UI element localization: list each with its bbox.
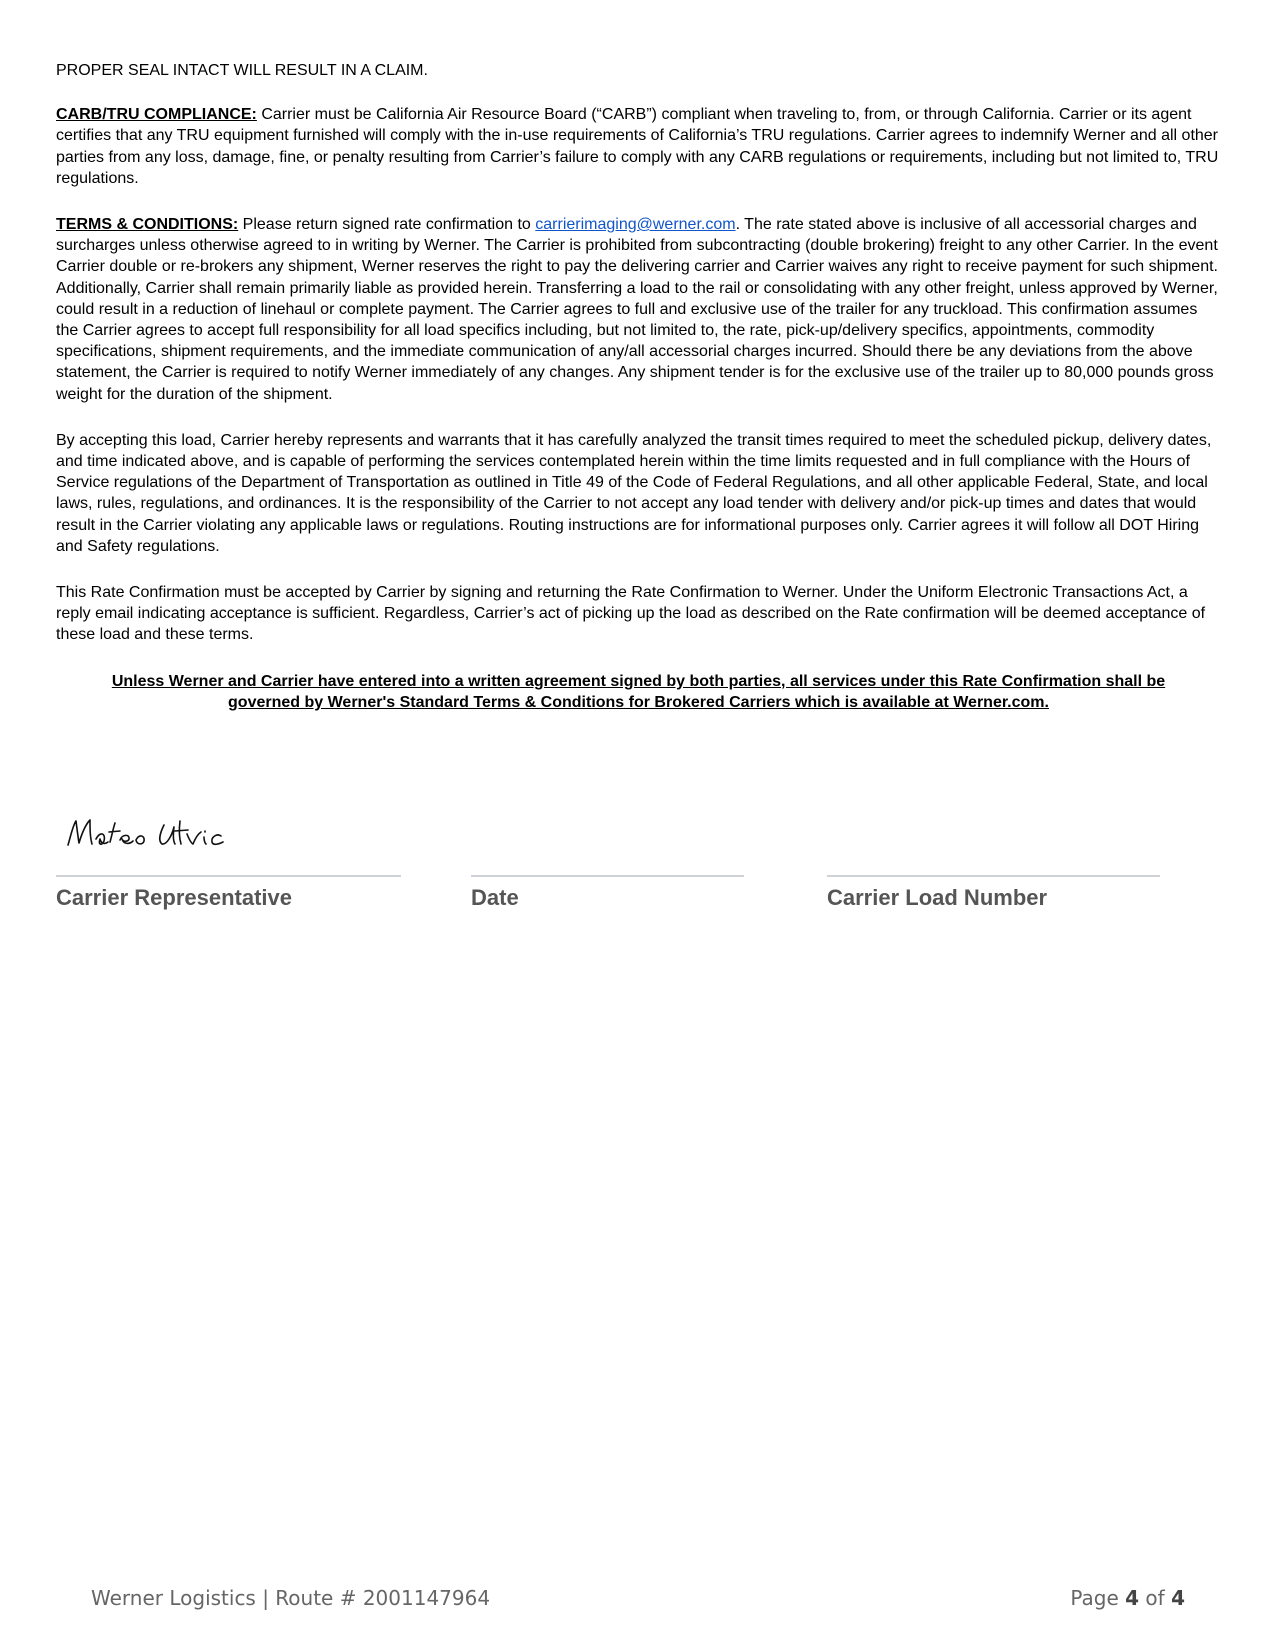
terms-text-after-email: . The rate stated above is inclusive of all accessorial charges and surcharges unless otherwise agreed to in writing by Werner. The Carrier is prohibited from subcontracting (double brokering) freight to any other Carrier. In the event Carrier double or re-brokers any shipment, Werner reserves the right to pay the delivering carrier and Carrier waives any right to receive payment for such shipment. Additionally, Carrier shall remain primarily liable as provided herein. Transferring a load to the rail or consolidating with any other freight, unless approved by Werner, could result in a reduction of linehaul or complete payment. The Carrier agrees to full and exclusive use of the trailer for any truckload. This confirmation assumes the Carrier agrees to accept full responsibility for all load specifics including, but not limited to, the rate, pick-up/delivery specifics, appointments, commodity specifications, shipment requirements, and the immediate communication of any/all accessorial charges incurred. Should there be any deviations from the above statement, the Carrier is required to notify Werner immediately of any changes. Any shipment tender is for the exclusive use of the trailer up to 80,000 pounds gross weight for the duration of the shipment.	[56, 216, 1218, 403]
carb-compliance-paragraph	[56, 104, 1221, 189]
footer-page-number	[1070, 1586, 1185, 1610]
carrier-signature	[64, 815, 254, 855]
page-of: of	[1139, 1586, 1172, 1610]
document-body	[56, 60, 1221, 729]
carrier-representative-label: Carrier Representative	[56, 885, 293, 910]
terms-conditions-paragraph	[56, 214, 1221, 405]
date-label: Date	[471, 885, 519, 910]
rate-confirmation-paragraph: This Rate Confirmation must be accepted by Carrier by signing and returning the Rate Confirmation to Werner. Under the Uniform Electronic Transactions Act, a reply email indicating acceptance is sufficient. Regardless, Carrier’s act of picking up the load as described on the Rate confirmation will be deemed acceptance of these load and these terms.	[56, 584, 1206, 644]
carrier-load-number-line	[827, 875, 1160, 877]
terms-conditions-heading: TERMS & CONDITIONS:	[56, 216, 239, 234]
date-line	[471, 875, 744, 877]
carrier-load-number-label: Carrier Load Number	[827, 885, 1048, 910]
footer-company-route: Werner Logistics | Route # 2001147964	[91, 1586, 491, 1610]
carrier-imaging-email-link[interactable]: carrierimaging@werner.com	[535, 216, 736, 234]
seal-claim-line: PROPER SEAL INTACT WILL RESULT IN A CLAIM.	[56, 62, 428, 79]
page-total: 4	[1171, 1586, 1185, 1610]
terms-text-before-email: Please return signed rate confirmation to	[238, 216, 536, 234]
carrier-representative-line	[56, 875, 401, 877]
carb-compliance-heading: CARB/TRU COMPLIANCE:	[56, 106, 257, 124]
signature-block	[56, 815, 1221, 925]
accepting-load-paragraph: By accepting this load, Carrier hereby represents and warrants that it has carefully analyzed the transit times required to meet the scheduled pickup, delivery dates, and time indicated above, and is capable of performing the services contemplated herein within the time limits requested and in full compliance with the Hours of Service regulations of the Department of Transportation as outlined in Title 49 of the Code of Federal Regulations, and all other applicable Federal, State, and local laws, rules, regulations, and ordinances. It is the responsibility of the Carrier to not accept any load tender with delivery and/or pick-up times and dates that would result in the Carrier violating any applicable laws or regulations. Routing instructions are for informational purposes only. Carrier agrees it will follow all DOT Hiring and Safety regulations.	[56, 431, 1212, 555]
carb-compliance-text: Carrier must be California Air Resource Board (“CARB”) compliant when traveling to, from, or through California. Carrier or its agent certifies that any TRU equipment furnished will comply with the in-use requirements of California’s TRU regulations. Carrier agrees to indemnify Werner and all other parties from any loss, damage, fine, or penalty resulting from Carrier’s failure to comply with any CARB regulations or requirements, including but not limited to, TRU regulations.	[56, 106, 1219, 187]
page-current: 4	[1125, 1586, 1140, 1610]
standard-terms-notice: Unless Werner and Carrier have entered into a written agreement signed by both parties, all services under this Rate Confirmation shall be governed by Werner's Standard Terms & Conditions for Brokered Carriers which is available at Werner.com.	[111, 672, 1166, 711]
page-prefix: Page	[1070, 1586, 1126, 1610]
